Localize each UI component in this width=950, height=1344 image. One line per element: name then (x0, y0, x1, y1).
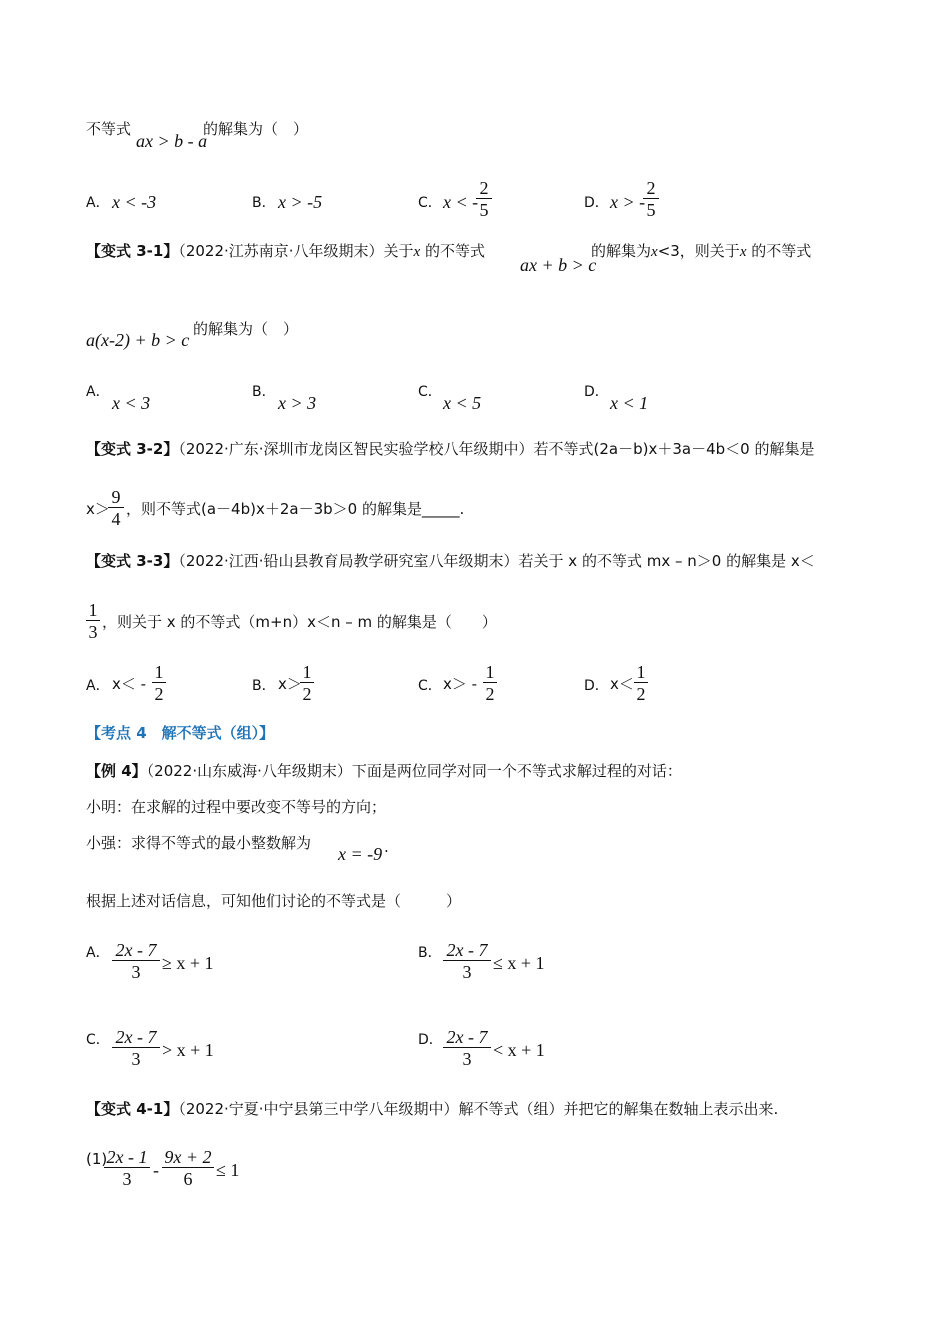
v41-source: （2022·宁夏·中宁县第三中学八年级期中）解不等式（组）并把它的解集在数轴上表示出来. (178, 1100, 779, 1118)
v31-mid2: 的解集为 (591, 242, 652, 260)
q3-stem (86, 120, 131, 138)
fraction-denominator: 4 (111, 509, 121, 529)
fraction-denominator: 6 (183, 1169, 193, 1189)
ex4-option-d-relation: < x + 1 (493, 1040, 545, 1060)
ex4-option-a-relation: ≥ x + 1 (162, 953, 214, 973)
ex4-qiang-expr: x = -9 (338, 844, 383, 864)
var-x: x (739, 244, 747, 260)
v32-tag: 【变式 3-2】 (86, 440, 179, 458)
q3-stem-suffix: 的解集为（ ） (203, 120, 309, 138)
v31-option-a-value: x < 3 (112, 393, 151, 413)
v41-item1-label: (1) (86, 1150, 108, 1168)
fraction-numerator: 1 (300, 662, 314, 683)
q3-option-b-label: B． (252, 195, 276, 211)
v31-cond: <3，则关于 (657, 242, 740, 260)
q3-option-a-label: A． (86, 195, 110, 211)
var-x: x (413, 244, 421, 260)
v31-option-d-value: x < 1 (610, 393, 649, 413)
v33-option-d-prefix: x＜ (610, 675, 634, 693)
ex4-line1 (86, 762, 682, 780)
v31-option-a-label: A． (86, 384, 110, 400)
ex4-option-a-fraction (112, 940, 160, 983)
v31-end: 的不等式 (746, 242, 812, 260)
v31-tag: 【变式 3-1】 (86, 242, 179, 260)
ex4-qiang-prefix: 小强：求得不等式的最小整数解为 (86, 834, 312, 852)
v41-item1-fraction-2 (162, 1147, 214, 1190)
v31-option-c-label: C． (418, 384, 442, 400)
v31-mid: 的不等式 (420, 242, 485, 260)
ex4-option-c-relation: > x + 1 (162, 1040, 214, 1060)
q3-option-d-prefix: x > - (610, 192, 646, 212)
v33-option-b-label: B． (252, 678, 276, 694)
fraction-numerator: 1 (152, 662, 166, 683)
v31-option-b-value: x > 3 (278, 393, 317, 413)
v33-line2: ，则关于 x 的不等式（m+n）x＜n – m 的解集是（ ） (102, 613, 497, 631)
fraction-denominator: 3 (462, 1049, 472, 1069)
ex4-question: 根据上述对话信息，可知他们讨论的不等式是（ ） (86, 892, 462, 910)
v33-option-b-fraction (300, 662, 314, 705)
v32-line1 (86, 440, 815, 458)
v41-item1-fraction-1 (104, 1147, 150, 1190)
fraction-denominator: 3 (131, 962, 141, 982)
fraction-numerator: 2x - 7 (112, 940, 160, 961)
fraction-numerator: 2 (643, 178, 659, 199)
fraction-numerator: 1 (86, 600, 100, 621)
v33-option-d-fraction (634, 662, 648, 705)
ex4-option-c-label: C． (86, 1032, 110, 1048)
v32-line2-suffix: ，则不等式(a－4b)x＋2a－3b＞0 的解集是_____. (126, 500, 465, 518)
v31-option-b-label: B． (252, 384, 276, 400)
q3-option-b-value: x > -5 (278, 192, 323, 212)
q3-option-d-label: D． (584, 195, 609, 211)
q3-option-a-value: x < -3 (112, 192, 157, 212)
ex4-qiang-post: . (384, 838, 389, 856)
v33-option-c-label: C． (418, 678, 442, 694)
ex4-tag: 【例 4】 (86, 762, 147, 780)
fraction-denominator: 3 (131, 1049, 141, 1069)
v31-line1-tail (591, 242, 811, 261)
ex4-ming: 小明：在求解的过程中要改变不等号的方向； (86, 798, 387, 816)
v33-line1 (86, 552, 815, 570)
fraction-numerator: 2 (476, 178, 492, 199)
q3-stem-expr: ax > b - a (136, 131, 208, 151)
fraction-denominator: 3 (122, 1169, 132, 1189)
v31-line1 (86, 242, 485, 261)
q3-option-c-fraction (476, 178, 492, 221)
v33-option-a-label: A． (86, 678, 110, 694)
v32-line2-prefix: x＞ (86, 500, 110, 518)
fraction-numerator: 2x - 7 (443, 940, 491, 961)
v33-option-b-prefix: x＞ (278, 675, 302, 693)
fraction-denominator: 5 (479, 200, 489, 220)
v32-source: （2022·广东·深圳市龙岗区智民实验学校八年级期中）若不等式(2a－b)x＋3a－4b＜0 的解集是 (178, 440, 815, 458)
q3-option-c-prefix: x < - (443, 192, 479, 212)
fraction-numerator: 1 (483, 662, 497, 683)
fraction-denominator: 2 (636, 684, 646, 704)
v33-option-c-fraction (483, 662, 497, 705)
fraction-numerator: 9x + 2 (162, 1147, 214, 1168)
fraction-numerator: 1 (634, 662, 648, 683)
v33-option-c-prefix: x＞ - (443, 675, 478, 693)
q3-option-c-label: C． (418, 195, 442, 211)
q3-option-d-fraction (643, 178, 659, 221)
v31-source: （2022·江苏南京·八年级期末）关于 (178, 242, 414, 260)
v31-expr2: a(x-2) + b > c (86, 330, 190, 350)
fraction-numerator: 2x - 7 (112, 1027, 160, 1048)
q3-stem-prefix: 不等式 (86, 120, 132, 138)
ex4-option-b-fraction (443, 940, 491, 983)
ex4-option-b-label: B． (418, 945, 442, 961)
ex4-option-b-relation: ≤ x + 1 (493, 953, 545, 973)
fraction-denominator: 2 (154, 684, 164, 704)
v33-source: （2022·江西·铅山县教育局教学研究室八年级期末）若关于 x 的不等式 mx – n＞0 的解集是 x＜ (178, 552, 815, 570)
fraction-numerator: 9 (108, 487, 124, 508)
ex4-option-c-fraction (112, 1027, 160, 1070)
fraction-denominator: 5 (646, 200, 656, 220)
v33-option-a-prefix: x＜ - (112, 675, 147, 693)
v33-tag: 【变式 3-3】 (86, 552, 179, 570)
fraction-denominator: 2 (485, 684, 495, 704)
kp4-heading: 【考点 4 解不等式（组）】 (86, 724, 275, 742)
v33-option-a-fraction (152, 662, 166, 705)
fraction-numerator: 2x - 1 (104, 1147, 150, 1168)
v41-tag: 【变式 4-1】 (86, 1100, 179, 1118)
ex4-option-a-label: A． (86, 945, 110, 961)
fraction-numerator: 2x - 7 (443, 1027, 491, 1048)
v32-fraction (108, 487, 124, 530)
ex4-option-d-fraction (443, 1027, 491, 1070)
fraction-denominator: 3 (462, 962, 472, 982)
v41-item1-relation: ≤ 1 (216, 1160, 240, 1180)
var-x: x (651, 244, 658, 260)
v31-option-c-value: x < 5 (443, 393, 482, 413)
ex4-option-d-label: D． (418, 1032, 443, 1048)
v33-option-d-label: D． (584, 678, 609, 694)
v41-line1 (86, 1100, 778, 1118)
v33-fraction (86, 600, 100, 643)
v41-item1-minus: - (153, 1160, 159, 1180)
v31-option-d-label: D． (584, 384, 609, 400)
ex4-source: （2022·山东威海·八年级期末）下面是两位同学对同一个不等式求解过程的对话： (146, 762, 682, 780)
fraction-denominator: 3 (88, 622, 98, 642)
v31-expr1: ax + b > c (520, 255, 597, 275)
v31-suffix: 的解集为（ ） (193, 320, 299, 338)
fraction-denominator: 2 (302, 684, 312, 704)
